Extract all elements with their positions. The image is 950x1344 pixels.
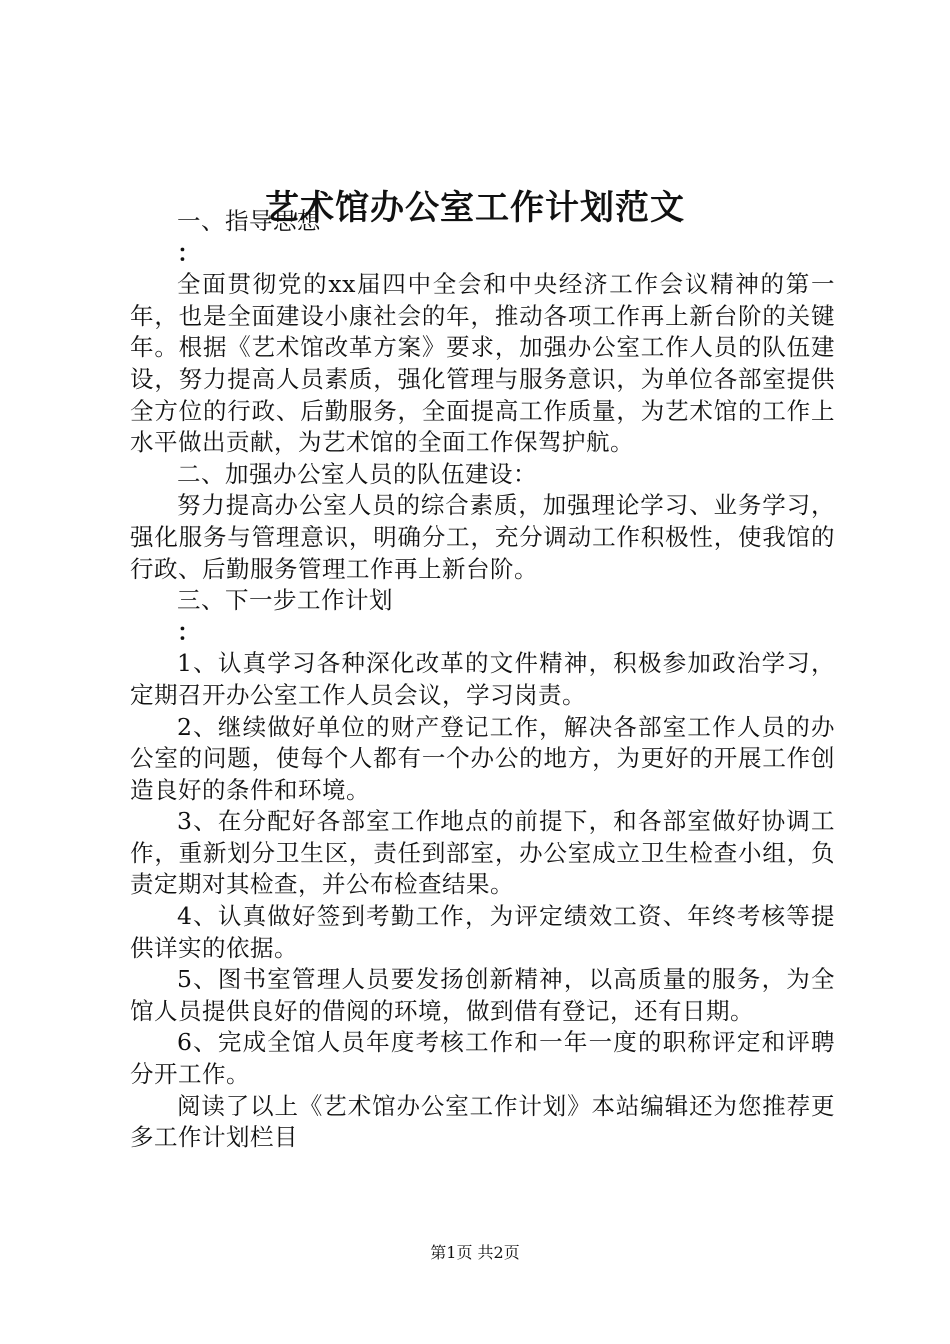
paragraph-team-building: 努力提高办公室人员的综合素质，加强理论学习、业务学习，强化服务与管理意识，明确分工，充分调动工作积极性，使我馆的行政、后勤服务管理工作再上新台阶。: [130, 491, 835, 583]
section-heading-team-building: 二、加强办公室人员的队伍建设：: [177, 459, 537, 488]
paragraph-guiding-ideology: 全面贯彻党的xx届四中全会和中央经济工作会议精神的第一年，也是全面建设小康社会的年，推动各项工作再上新台阶的关键年。根据《艺术馆改革方案》要求，加强办公室工作人员的队伍建设，努力提高人员素质，强化管理与服务意识，为单位各部室提供全方位的行政、后勤服务，全面提高工作质量，为艺术馆的工作上水平做出贡献，为艺术馆的全面工作保驾护航。: [130, 270, 835, 457]
page-number: 第1页 共2页: [430, 1243, 520, 1262]
plan-item-6: 6、完成全馆人员年度考核工作和一年一度的职称评定和评聘分开工作。: [130, 1028, 835, 1089]
plan-item-3: 3、在分配好各部室工作地点的前提下，和各部室做好协调工作，重新划分卫生区，责任到部室，办公室成立卫生检查小组，负责定期对其检查，并公布检查结果。: [130, 807, 835, 899]
section-colon: ：: [177, 238, 201, 267]
plan-item-5: 5、图书室管理人员要发扬创新精神，以高质量的服务，为全馆人员提供良好的借阅的环境，做到借有登记，还有日期。: [130, 965, 835, 1025]
section-heading-next-plan: 三、下一步工作计划: [177, 586, 393, 615]
plan-item-1: 1、认真学习各种深化改革的文件精神，积极参加政治学习，定期召开办公室工作人员会议，学习岗责。: [130, 649, 835, 709]
plan-item-4: 4、认真做好签到考勤工作，为评定绩效工资、年终考核等提供详实的依据。: [130, 902, 835, 962]
document-title: 艺术馆办公室工作计划范文: [265, 188, 685, 228]
section-colon: ：: [177, 617, 201, 646]
document-body: [130, 206, 835, 1154]
plan-item-2: 2、继续做好单位的财产登记工作，解决各部室工作人员的办公室的问题，使每个人都有一个办公的地方，为更好的开展工作创造良好的条件和环境。: [130, 712, 835, 804]
section-heading-guiding-ideology: 一、指导思想: [177, 207, 321, 235]
closing-recommendation: 阅读了以上《艺术馆办公室工作计划》本站编辑还为您推荐更多工作计划栏目: [130, 1091, 835, 1152]
